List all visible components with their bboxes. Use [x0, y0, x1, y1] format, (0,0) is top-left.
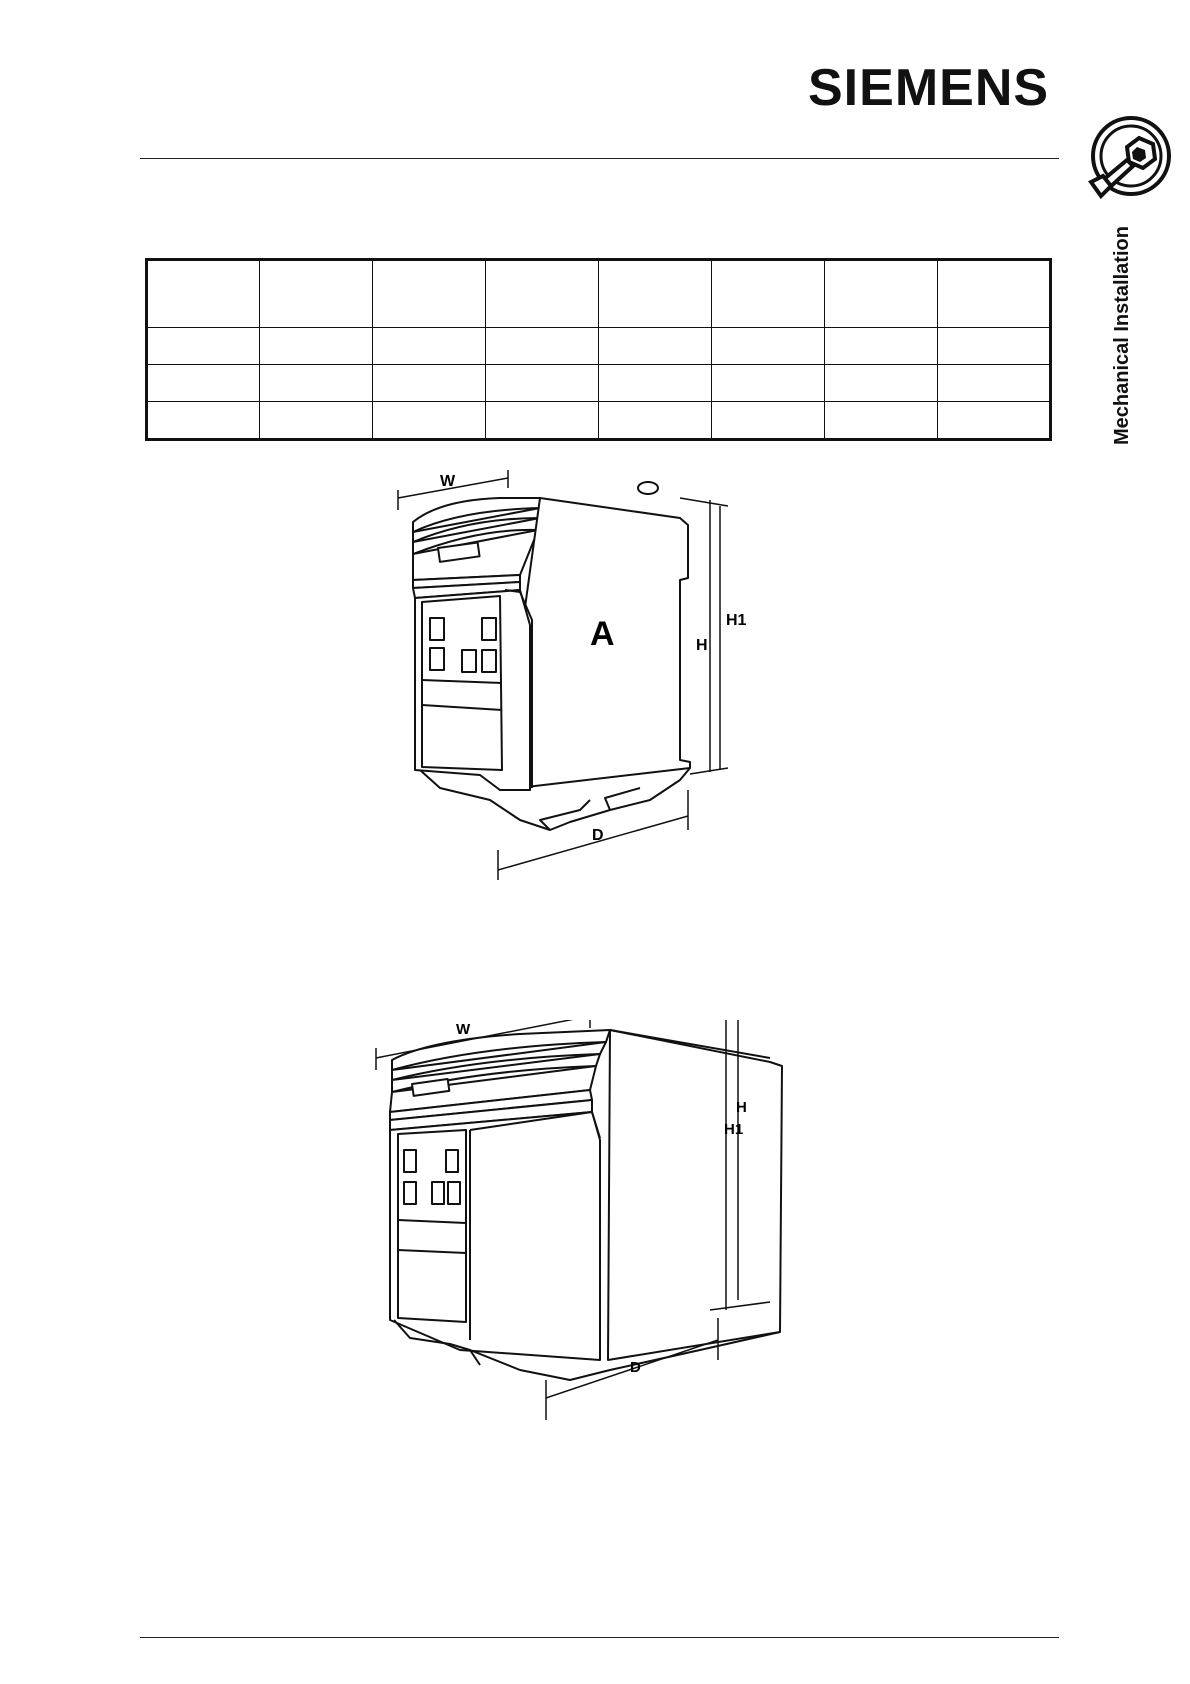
table-cell	[373, 402, 486, 440]
figure-a-depth-label: D	[592, 827, 604, 844]
figure-b-height-label: H	[736, 1099, 747, 1116]
drive-unit-figure-b	[370, 1020, 830, 1480]
drive-unit-figure-a	[380, 470, 800, 950]
table-header-row	[147, 260, 1051, 328]
figure-a-height1-label: H1	[726, 612, 747, 629]
figure-b-width-label: W	[456, 1021, 471, 1038]
table-cell	[486, 402, 599, 440]
table-cell	[147, 328, 260, 365]
siemens-logo: SIEMENS	[808, 59, 1050, 117]
figure-b-depth-label: D	[630, 1359, 641, 1376]
table-row	[147, 402, 1051, 440]
table-cell	[486, 365, 599, 402]
figure-a-width-label: W	[440, 473, 456, 490]
figure-a-letter: A	[590, 615, 615, 653]
table-cell	[599, 260, 712, 328]
table-cell	[260, 365, 373, 402]
table-cell	[938, 328, 1051, 365]
table-cell	[147, 260, 260, 328]
table-cell	[825, 365, 938, 402]
table-cell	[938, 365, 1051, 402]
side-tab-label: Mechanical Installation	[1111, 226, 1133, 445]
figure-b-height1-label: H1	[724, 1121, 744, 1138]
table-cell	[938, 260, 1051, 328]
table-cell	[260, 260, 373, 328]
table-cell	[712, 328, 825, 365]
table-cell	[373, 365, 486, 402]
table-cell	[486, 260, 599, 328]
table-cell	[825, 402, 938, 440]
figure-a-height-label: H	[696, 637, 708, 654]
table-cell	[147, 365, 260, 402]
dimensions-table	[145, 258, 1052, 441]
header-rule	[140, 158, 1059, 159]
table-cell	[712, 365, 825, 402]
table-cell	[599, 402, 712, 440]
table-cell	[373, 328, 486, 365]
table-cell	[599, 328, 712, 365]
table-cell	[712, 402, 825, 440]
table-row	[147, 328, 1051, 365]
wrench-hex-nut-icon	[1083, 112, 1173, 202]
table-cell	[373, 260, 486, 328]
table-cell	[260, 328, 373, 365]
table-cell	[825, 328, 938, 365]
table-cell	[599, 365, 712, 402]
table-cell	[712, 260, 825, 328]
table-cell	[938, 402, 1051, 440]
table-cell	[825, 260, 938, 328]
table-cell	[260, 402, 373, 440]
table-row	[147, 365, 1051, 402]
table-cell	[147, 402, 260, 440]
footer-rule	[140, 1637, 1059, 1638]
table-cell	[486, 328, 599, 365]
